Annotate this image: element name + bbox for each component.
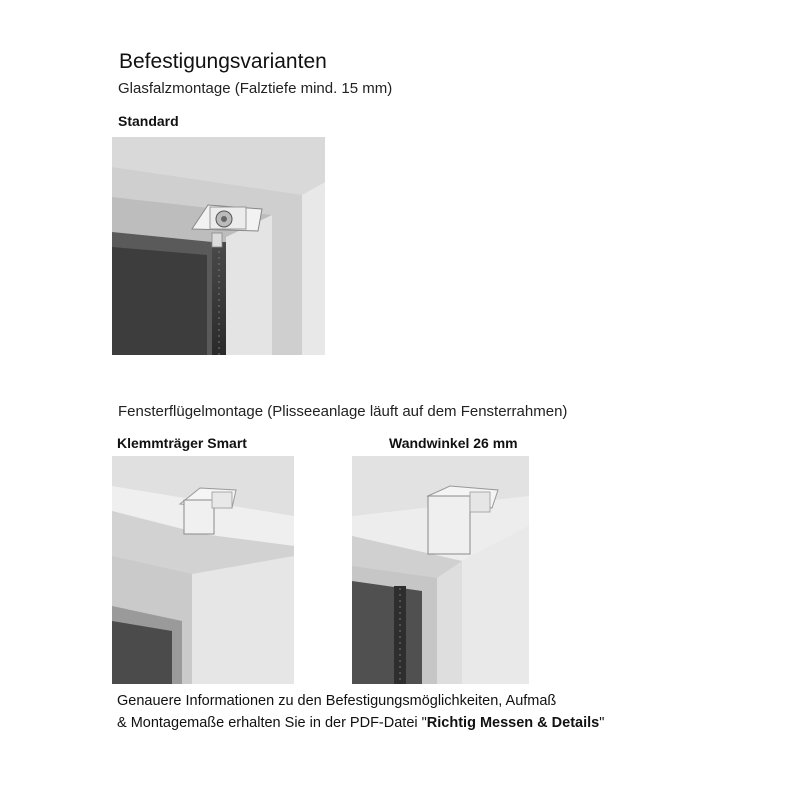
fluegel-section-title: Fensterflügelmontage (Plisseeanlage läuft auf dem Fensterrahmen) [118, 403, 568, 420]
standard-photo [112, 137, 325, 355]
wandwinkel-photo [352, 456, 529, 684]
pdf-file-name[interactable]: Richtig Messen & Details [426, 715, 600, 731]
page-title: Befestigungsvarianten [119, 50, 327, 73]
footer-line-1: Genauere Informationen zu den Befestigungsmöglichkeiten, Aufmaß [117, 693, 557, 709]
wandwinkel-label: Wandwinkel 26 mm [389, 435, 518, 451]
footer-line-2 [117, 712, 604, 734]
standard-label: Standard [118, 113, 179, 129]
klemmtraeger-photo [112, 456, 294, 684]
page-subtitle: Glasfalzmontage (Falztiefe mind. 15 mm) [118, 80, 393, 97]
klemmtraeger-label: Klemmträger Smart [117, 435, 247, 451]
footer-line-2-suffix: " [599, 715, 605, 731]
footer-line-2-prefix: & Montagemaße erhalten Sie in der PDF-Datei " [117, 715, 427, 731]
footer-note [117, 690, 604, 734]
